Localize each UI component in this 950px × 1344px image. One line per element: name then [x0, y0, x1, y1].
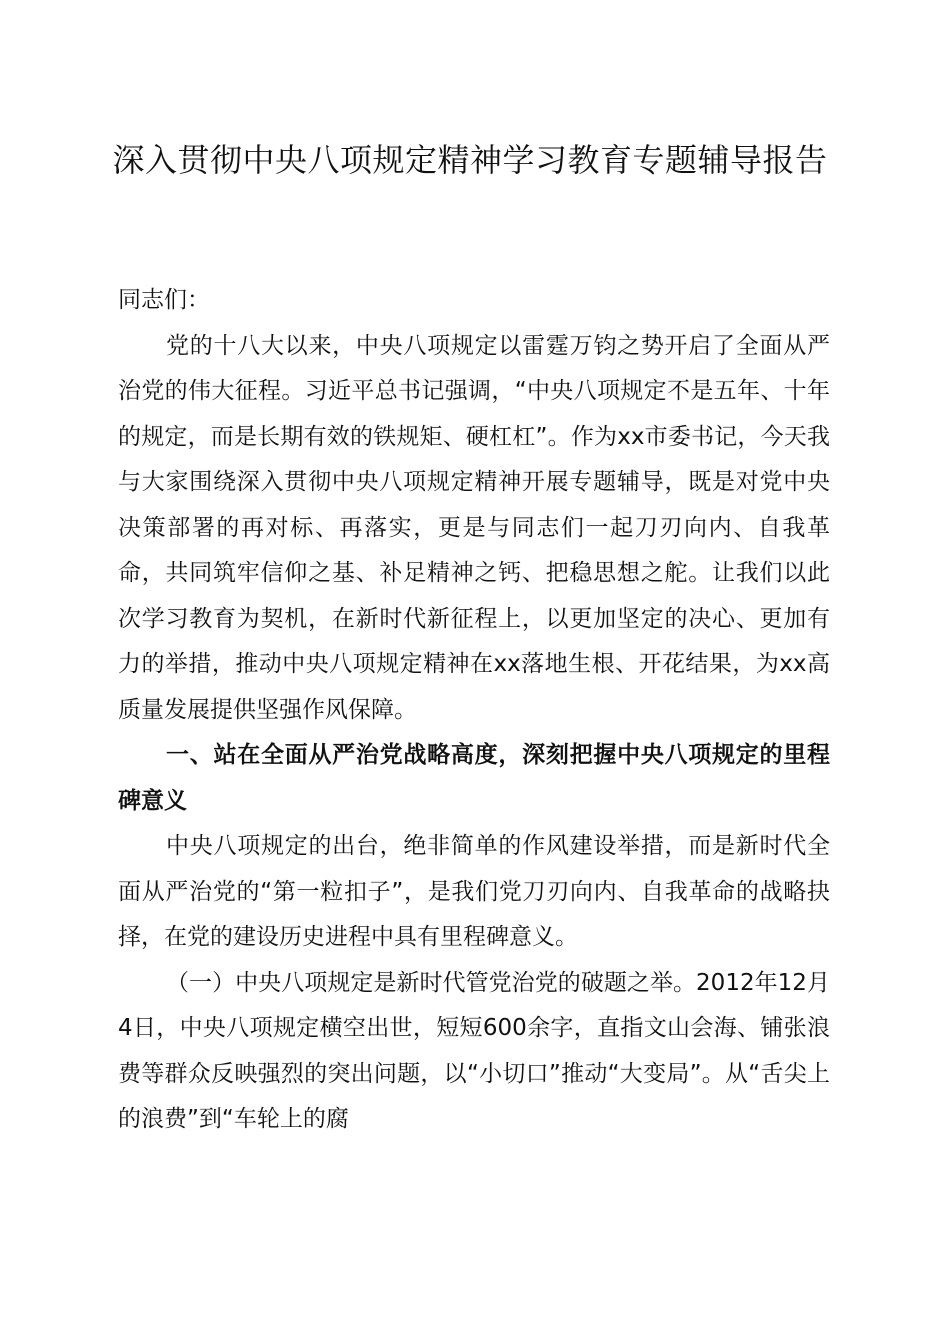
salutation: 同志们：: [118, 287, 210, 313]
intro-paragraph: 党的十八大以来，中央八项规定以雷霆万钧之势开启了全面从严治党的伟大征程。习近平总书记强调，“中央八项规定不是五年、十年的规定，而是长期有效的铁规矩、硬杠杠”。作为xx市委书记，今天我与大家围绕深入贯彻中央八项规定精神开展专题辅导，既是对党中央决策部署的再对标、再落实，更是与同志们一起刀刃向内、自我革命，共同筑牢信仰之基、补足精神之钙、把稳思想之舵。让我们以此次学习教育为契机，在新时代新征程上，以更加坚定的决心、更加有力的举措，推动中央八项规定精神在xx落地生根、开花结果，为xx高质量发展提供坚强作风保障。: [118, 332, 830, 723]
section-heading-1: 一、站在全面从严治党战略高度，深刻把握中央八项规定的里程碑意义: [118, 742, 830, 814]
section-1-paragraph: 中央八项规定的出台，绝非简单的作风建设举措，而是新时代全面从严治党的“第一粒扣子”，是我们党刀刃向内、自我革命的战略抉择，在党的建设历史进程中具有里程碑意义。: [118, 833, 830, 950]
document-body: [118, 278, 830, 1143]
document-title: 深入贯彻中央八项规定精神学习教育专题辅导报告: [112, 141, 828, 179]
subsection-1-paragraph: （一）中央八项规定是新时代管党治党的破题之举。2012年12月4日，中央八项规定横空出世，短短600余字，直指文山会海、铺张浪费等群众反映强烈的突出问题，以“小切口”推动“大变局”。从“舌尖上的浪费”到“车轮上的腐: [118, 969, 830, 1132]
